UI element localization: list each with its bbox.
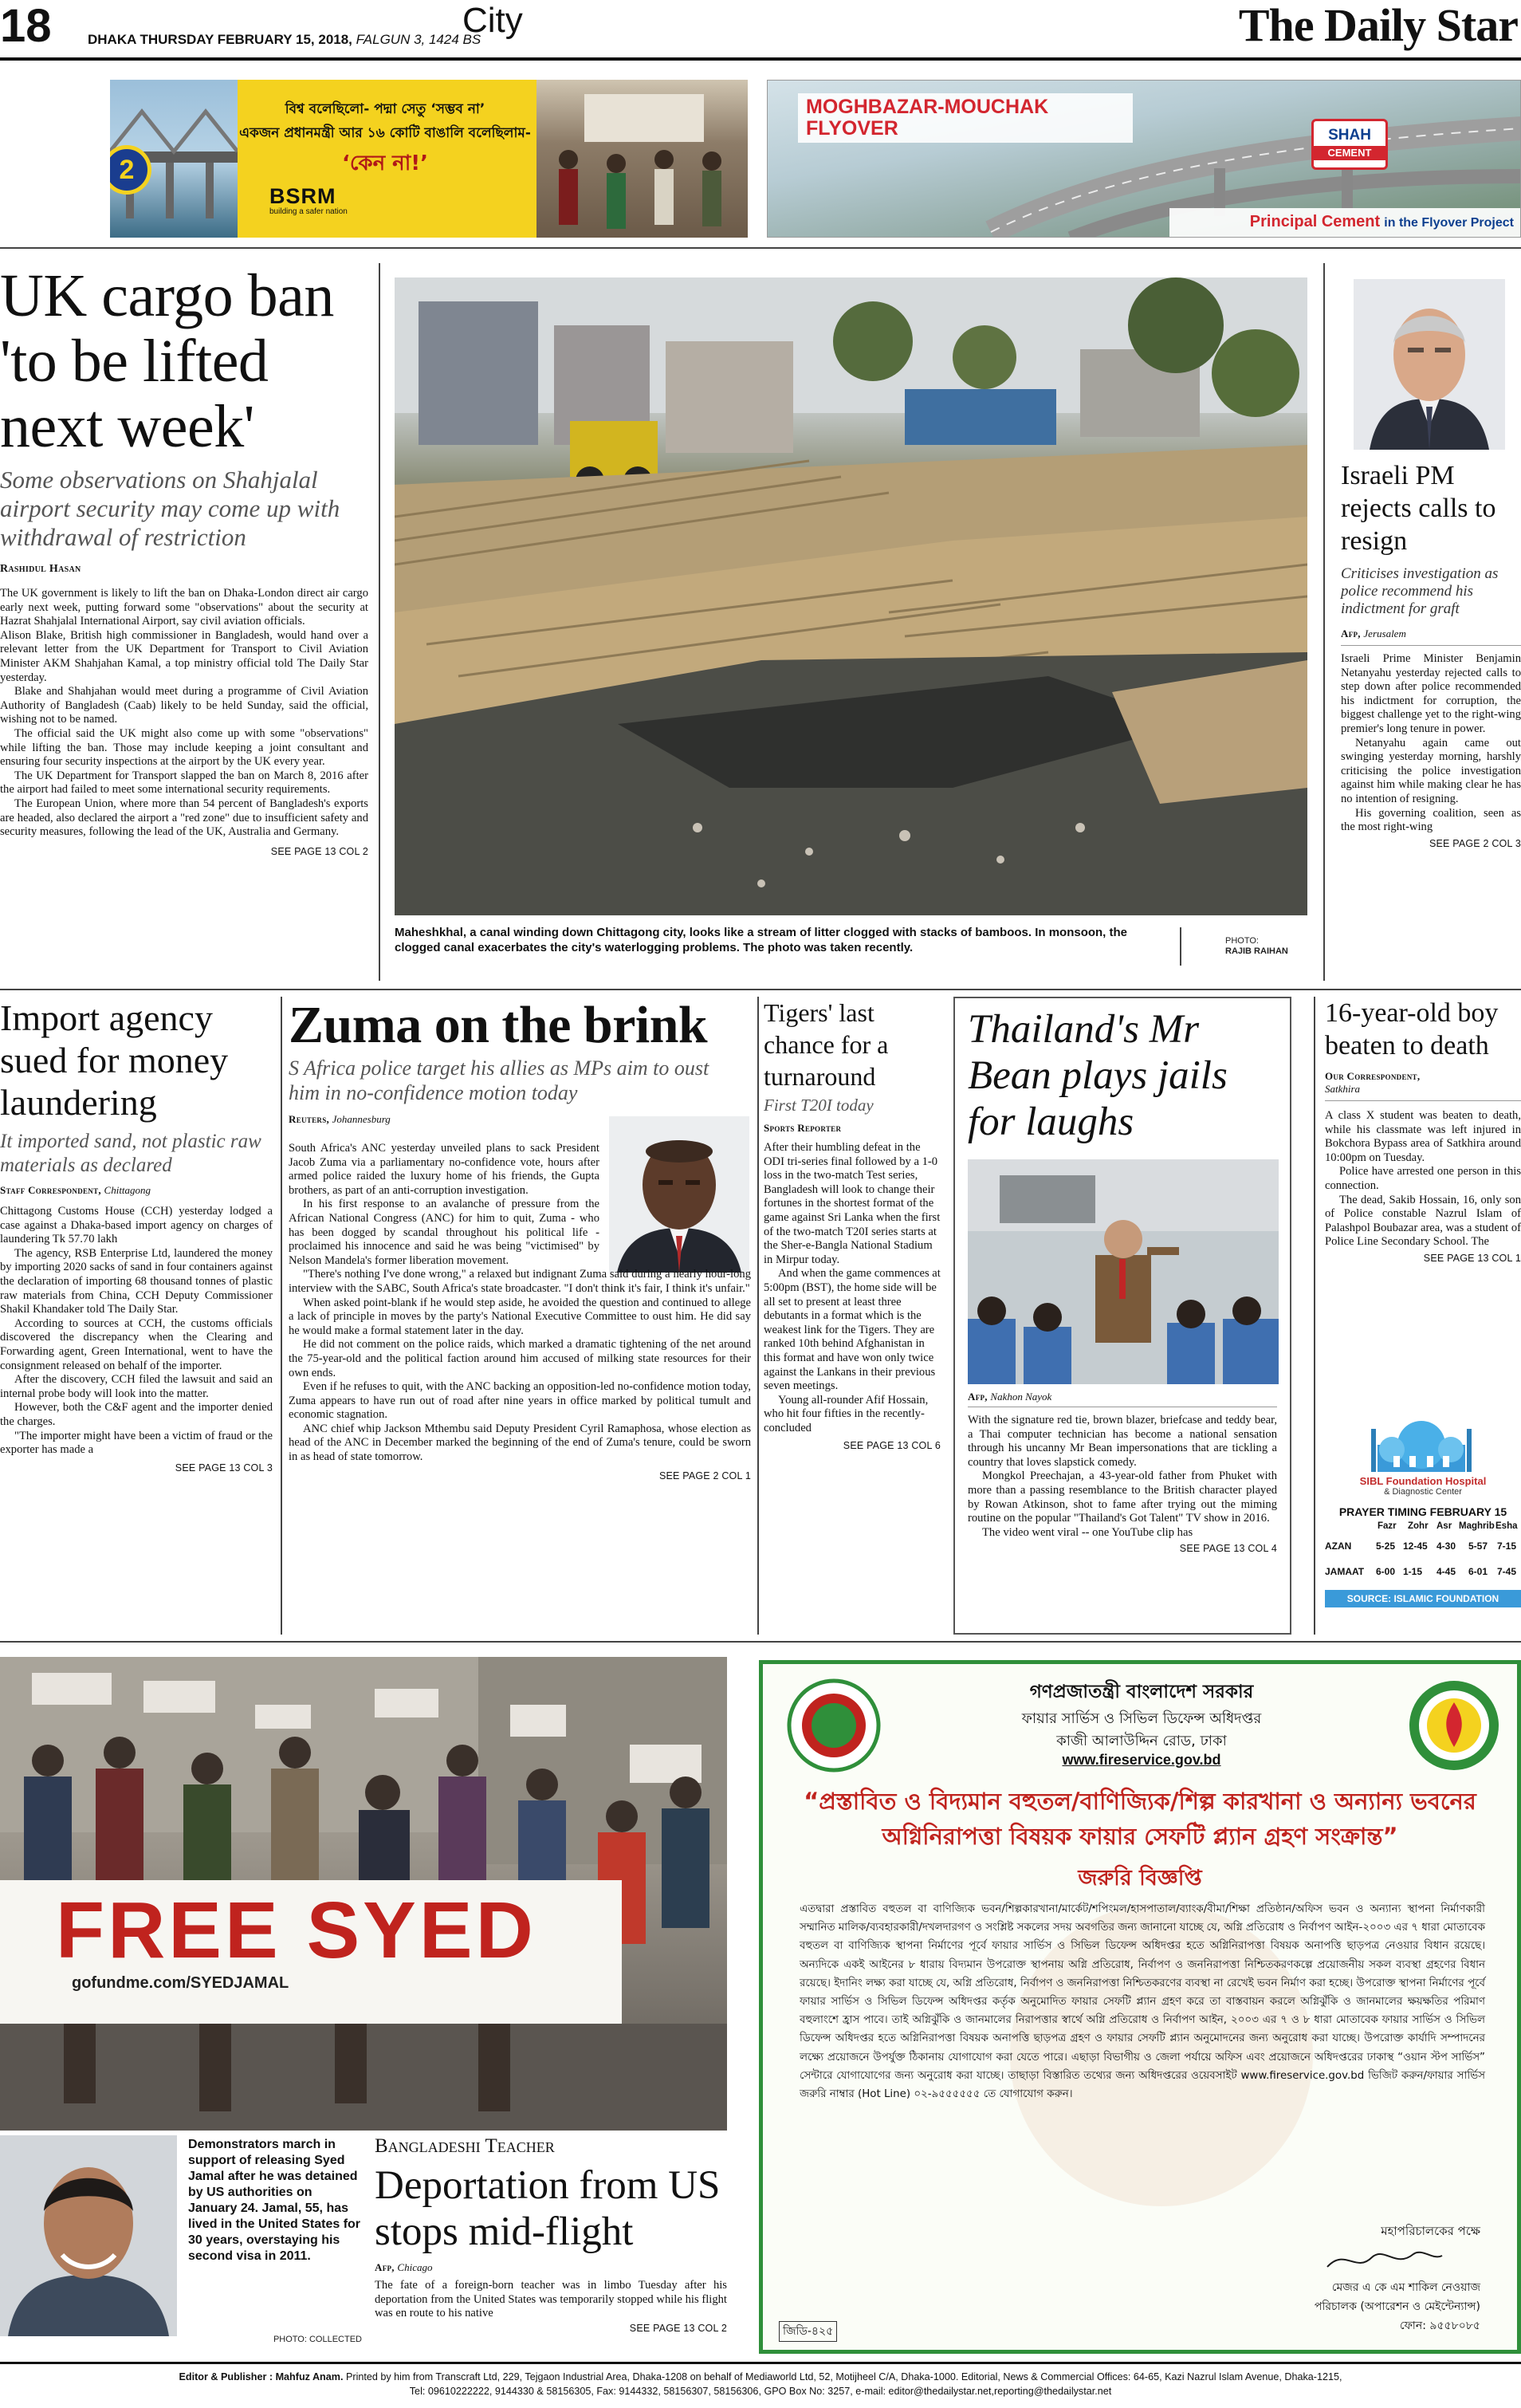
bsrm-ad — [110, 80, 748, 238]
column-rule — [757, 997, 759, 1635]
zuma-byline: Reuters, Johannesburg — [289, 1113, 391, 1125]
prayer-time: 4-30 — [1436, 1540, 1456, 1552]
import-byline: Staff Correspondent, Chittagong — [0, 1184, 151, 1196]
ad-body: এতদ্বারা প্রস্তাবিত বহুতল বা বাণিজ্যিক ভবন/শিল্পকারখানা/মার্কেট/শপিংমল/হাসপাতাল/ব্যাংক/বীমা/শিক্ষা প্রতিষ্ঠান/অফিস ভবন ও অন্যান্য স্থাপনা নির্মাণকারী সম্মানিত মালিক/ব্যবহারকারী/দখলদারগণ ও সংশ্লিষ্ট সকলের সদয় অবগতির জন্য জানানো যাচ্ছে যে, অগ্নি প্রতিরোধ ও নির্বাপণ আইন-২০০৩ এর ৭ ধারা মোতাবেক বহুতল বা বাণিজ্যিক স্থাপনা নির্মাণের পূর্বে ফায়ার সার্ভিস ও সিভিল ডিফেন্স অধিদপ্তর হতে অগ্নিনিরাপত্তা বিষয়ক অনাপত্তি ছাড়পত্র নেওয়ার বিধান রয়েছে। অন্যদিকে একই আইনের ৮ ধারায় বিদ্যমান উপরোক্ত স্থাপনায় অগ্নি প্রতিরোধ, নির্বাপণ ও জননিরাপত্তা নিশ্চিতকরণকল্পে প্রয়োজনীয় সকল ব্যবস্থা গ্রহণের বিধান রয়েছে। ইদানিং লক্ষ্য করা যাচ্ছে যে, অগ্নি প্রতিরোধ, নির্বাপণ ও জননিরাপত্তা নিশ্চিতকরণের ব্যবস্থা না রেখেই ভবন নির্মাণ করা হচ্ছে। উপরোক্ত স্থাপনা নির্মাণের পূর্বে ফায়ার সার্ভিস ও সিভিল ডিফেন্স অধিদপ্তর কর্তৃক অনুমোদিত ফায়ার সেফটি প্ল্যান গ্রহণ করে তা বাস্তবায়ন করলে অগ্নিঝুঁকি ও জানমালের ক্ষয়ক্ষতির পরিমাণ বহুলাংশে হ্রাস পাবে। তাই অগ্নিঝুঁকি ও জানমালের নিরাপত্তার স্বার্থে অগ্নি প্রতিরোধ ও নির্বাপণ আইন, ২০০৩ এর ৭ ও ৮ ধারা মোতাবেক ফায়ার সার্ভিস ও সিভিল ডিফেন্স অধিদপ্তর হতে অগ্নিনিরাপত্তা বিষয়ক অনাপত্তি ছাড়পত্র গ্রহণ ও ফায়ার সেফটি প্ল্যান অনুমোদনের জন্য অনুরোধ করা যাচ্ছে। উপরোক্ত কার্যাদি সম্পাদনের লক্ষ্যে প্রয়োজনে উপর্যুক্ত ঠিকানায় যোগাযোগ করা যেতে পারে। এছাড়া বিভাগীয় ও জেলা পর্যায়ে অফিস এবং প্রয়োজনে অধিদপ্তরের ঢাকাস্থ “ওয়ান স্টপ সার্ভিস” সেন্টারে যোগাযোগের জন্য অনুরোধ করা যাচ্ছে। তাছাড়া বিস্তারিত তথ্যের জন্য অধিদপ্তরের ওয়েবসাইট www.fireservice.gov.bd ভিজিট করুন/ফায়ার সার্ভিস জরুরি নাম্বার (Hot Line) ০২-৯৫৫৫৫৫৫ তে যোগাযোগ করুন। — [800, 1903, 1485, 2101]
paragraph: After the discovery, CCH filed the lawsuit and said an internal probe body will look into the matter. — [0, 1373, 273, 1400]
import-jump: SEE PAGE 13 COL 3 — [175, 1462, 273, 1474]
import-headline: Import agency sued for money laundering — [0, 997, 229, 1123]
paragraph: Even if he refuses to quit, with the ANC backing an opposition-led no-confidence motion today, Zuma appears to have run out of road after nine years in office marked by political tumult and economic stagnation. — [289, 1380, 751, 1422]
masthead-logo: The Daily Star — [1238, 0, 1518, 51]
syed-body — [375, 2279, 727, 2321]
paragraph: Alison Blake, British high commissioner in Bangladesh, would hand over a relevant letter from the UK Department for Transport to Civil Aviation Minister AKM Shahjahan Kamal, a top ministry official told The Daily Star yesterday. — [0, 628, 368, 684]
ceremony-figures — [536, 80, 748, 238]
prayer-col: Asr — [1436, 1521, 1452, 1531]
paragraph: Israeli Prime Minister Benjamin Netanyahu yesterday rejected calls to step down after police recommended his indictment for corruption, the biggest challenge yet to the right-wing premier's long tenure in power. — [1341, 652, 1521, 735]
tigers-byline: Sports Reporter — [764, 1122, 842, 1134]
prayer-time: 5-25 — [1376, 1540, 1396, 1552]
thailand-box — [953, 997, 1291, 1635]
paragraph: The European Union, where more than 54 percent of Bangladesh's exports are headed, also declared the airport a "red zone" due to insufficient safety and security measures, following the lead of the UK, Australia and Germany. — [0, 797, 368, 839]
prayer-time: 5-57 — [1468, 1540, 1488, 1552]
flyover-title-box: MOGHBAZAR-MOUCHAK FLYOVER — [798, 93, 1133, 143]
paragraph: The video went viral -- one YouTube clip has — [982, 1525, 1193, 1539]
import-story — [0, 997, 273, 1635]
zuma-dek: S Africa police target his allies as MPs aim to oust him in no-confidence motion today — [289, 1056, 709, 1104]
bsrm-line2: একজন প্রধানমন্ত্রী আর ১৬ কোটি বাঙালি বলেছিলাম- — [239, 125, 531, 141]
footer-rule — [0, 2362, 1521, 2364]
boy-body — [1325, 1109, 1521, 1249]
syed-kicker: Bangladeshi Teacher — [375, 2135, 555, 2157]
ad-signatory: মেজর এ কে এম শাকিল নেওয়াজ — [1331, 2281, 1480, 2294]
prayer-time: 6-00 — [1376, 1566, 1396, 1577]
canal-photo — [395, 277, 1307, 915]
prayer-title: PRAYER TIMING FEBRUARY 15 — [1338, 1505, 1507, 1518]
cargo-body — [0, 587, 368, 840]
column-rule — [281, 997, 282, 1635]
paragraph: Young all-rounder Afif Hossain, who hit four fifties in the recently-concluded — [764, 1393, 929, 1434]
tigers-story — [764, 997, 941, 1635]
prayer-row-label: AZAN — [1325, 1540, 1352, 1552]
paragraph: Police have arrested one person in this connection. — [1325, 1165, 1521, 1192]
paragraph: With the signature red tie, brown blazer, briefcase and teddy bear, a Thai computer technician has become a national sensation through his uncanny Mr Bean impersonations that are tickling a country that loves slapstick comedy. — [968, 1414, 1277, 1469]
ad-phone: ফোন: ৯৫৫৮০৮৫ — [1399, 2319, 1480, 2332]
paragraph: Blake and Shahjahan would meet during a programme of Civil Aviation Authority of Bangladesh (Caab) likely to be held Sunday, said the official, wishing not to be named. — [0, 685, 368, 726]
ad-header3: কাজী আলাউদ্দিন রোড, ঢাকা — [1056, 1733, 1227, 1749]
sibl-logo: SIBL Foundation Hospital & Diagnostic Center — [1359, 1475, 1487, 1497]
footer-imprint — [0, 2370, 1521, 2398]
paragraph: The UK government is likely to lift the ban on Dhaka-London direct air cargo early next week, putting forward some "observations" about the security at Hazrat Shahjalal International Airport, say civil aviation officials. — [0, 587, 368, 628]
fire-service-ad — [759, 1660, 1521, 2354]
thailand-body — [968, 1414, 1277, 1540]
boy-byline: Our Correspondent, Satkhira — [1325, 1070, 1421, 1095]
bsrm-badge: 2 — [110, 145, 151, 195]
caption-rule — [1180, 927, 1181, 966]
ceremony-photo — [536, 80, 748, 238]
paragraph: However, both the C&F agent and the importer denied the charges. — [0, 1401, 273, 1428]
prayer-row — [1325, 1540, 1521, 1555]
prayer-box — [1325, 1413, 1521, 1632]
paragraph: Mongkol Preechajan, a 43-year-old father from Phuket with more than a passing resemblance to the British character played by Rowan Atkinson, shot to fame after trying out the miming routine on the popular "Thailand's Got Talent" TV show in 2016. — [968, 1470, 1277, 1525]
paragraph: His governing coalition, seen as the most right-wing — [1341, 806, 1521, 834]
boy-jump: SEE PAGE 13 COL 1 — [1423, 1252, 1521, 1264]
shah-cement-logo: SHAH CEMENT — [1311, 119, 1388, 170]
thailand-byline: Afp, Nakhon Nayok — [968, 1391, 1052, 1403]
israel-story — [1341, 459, 1521, 978]
zuma-body — [289, 1142, 751, 1483]
prayer-time: 1-15 — [1403, 1566, 1423, 1577]
boy-headline: 16-year-old boy beaten to death — [1325, 998, 1499, 1060]
flyover-ad — [767, 80, 1521, 238]
prayer-col: Maghrib — [1459, 1521, 1495, 1531]
free-syed-banner: FREE SYED gofundme.com/SYEDJAMAL — [56, 1886, 536, 1992]
mrbean-photo — [968, 1159, 1279, 1384]
syed-story — [375, 2135, 727, 2343]
paragraph: South Africa's ANC yesterday unveiled plans to sack President Jacob Zuma via a parliamentary no-confidence vote, hours after armed police raided the luxury home of his friends, the Gupta brothers, as part of an anti-corruption investigation. — [289, 1142, 599, 1197]
prayer-columns — [1325, 1521, 1521, 1534]
bsrm-line3: ‘কেন না!’ — [342, 151, 428, 175]
zuma-jump: SEE PAGE 2 COL 1 — [658, 1470, 751, 1481]
cargo-story — [0, 263, 368, 977]
paragraph: Chittagong Customs House (CCH) yesterday lodged a case against a Dhaka-based import agency on charges of laundering Tk 57.70 lakh — [0, 1205, 273, 1246]
israel-byline: Afp, Jerusalem — [1341, 628, 1406, 639]
ad-notice: জরুরি বিজ্ঞপ্তি — [1078, 1866, 1202, 1891]
prayer-col: Fazr — [1378, 1521, 1397, 1531]
syed-photo — [0, 2135, 177, 2336]
prayer-time: 6-01 — [1468, 1566, 1488, 1577]
prayer-time: 12-45 — [1403, 1540, 1428, 1552]
thailand-headline: Thailand's Mr Bean plays jails for laughs — [968, 1007, 1228, 1144]
mrbean-scene — [968, 1159, 1279, 1384]
footer-line1: Editor & Publisher : Mahfuz Anam. Printed by him from Transcraft Ltd, 229, Tejgaon Industrial Area, Dhaka-1208 on behalf of Mediaworld Ltd, 52, Motijheel C/A, Dhaka-1000. Editorial, News & Commercial Offices: 64-65, Kazi Nazrul Islam Avenue, Dhaka-1215, — [179, 2371, 1342, 2382]
ads-divider — [0, 247, 1521, 249]
syed-jump: SEE PAGE 13 COL 2 — [629, 2322, 727, 2334]
import-dek: It imported sand, not plastic raw materials as declared — [0, 1131, 261, 1176]
paragraph: In his first response to an avalanche of pressure from the African National Congress (ANC) for him to quit, Zuma - who has been dogged by scandal throughout his political life - proclaimed his innocence and said he was being "victimised" by Nelson Mandela's former liberation movement. — [289, 1198, 599, 1267]
prayer-row — [1325, 1566, 1521, 1580]
netanyahu-photo — [1354, 279, 1505, 450]
prayer-row-label: JAMAAT — [1325, 1566, 1365, 1577]
page-number: 18 — [0, 0, 52, 52]
ad-website: www.fireservice.gov.bd — [1062, 1752, 1221, 1768]
syed-caption: Demonstrators march in support of releasing Syed Jamal after he was detained by US authorities on January 24. Jamal, 55, has lived in the United States for 30 years, overstaying his second visa in 2011. — [188, 2138, 361, 2263]
byline-rule — [1341, 645, 1521, 646]
signature-icon — [1321, 2245, 1448, 2276]
ad-header1: গণপ্রজাতন্ত্রী বাংলাদেশ সরকার — [1029, 1682, 1254, 1702]
prayer-time: 4-45 — [1436, 1566, 1456, 1577]
israel-jump: SEE PAGE 2 COL 3 — [1429, 837, 1521, 849]
prayer-time: 7-45 — [1497, 1566, 1517, 1577]
boy-story — [1325, 997, 1521, 1411]
canal-caption: Maheshkhal, a canal winding down Chittagong city, looks like a stream of litter clogged with stacks of bamboos. In monsoon, the clogged canal exacerbates the city's waterlogging problems. The photo was taken recently. — [395, 926, 1128, 954]
prayer-source: SOURCE: ISLAMIC FOUNDATION — [1325, 1590, 1521, 1607]
syed-credit: PHOTO: COLLECTED — [273, 2335, 362, 2344]
cargo-jump: SEE PAGE 13 COL 2 — [270, 845, 368, 857]
paragraph: The agency, RSB Enterprise Ltd, laundered the money by importing 2020 sacks of sand in four containers against the declaration of importing 68 thousand tonnes of plastic raw materials from China, CCH Deputy Commissioner Shakil Khandaker told The Daily Star. — [0, 1246, 273, 1316]
tigers-headline: Tigers' last chance for a turnaround — [764, 998, 889, 1091]
ad-code: জিডি-৪২৫ — [779, 2321, 837, 2342]
paragraph: "The importer might have been a victim of fraud or the exporter has made a — [0, 1429, 273, 1457]
row-divider — [0, 989, 1521, 990]
paragraph: He did not comment on the police raids, which marked a dramatic tightening of the net around the 75-year-old and the political faction around him accused of milking state resources for their own ends. — [289, 1338, 751, 1379]
paragraph: And when the game commences at 5:00pm (BST), the home side will be all set to present at least three debutants in a format which is the weakest link for the Tigers. They are ranked 10th behind Afghanistan in this format and have won only twice against the Lankans in their previous seven meetings. — [764, 1267, 941, 1393]
israel-headline: Israeli PM rejects calls to resign — [1341, 461, 1496, 556]
cargo-dek: Some observations on Shahjalal airport security may come up with withdrawal of restriction — [0, 466, 340, 551]
paragraph: The UK Department for Transport slapped the ban on March 8, 2016 after the airport had failed to meet some international security requirements. — [0, 769, 368, 797]
govt-seal-icon — [787, 1678, 881, 1773]
dateline: DHAKA THURSDAY FEBRUARY 15, 2018, FALGUN 3, 1424 BS — [88, 32, 481, 47]
ad-on-behalf: মহাপরিচালকের পক্ষে — [1381, 2224, 1480, 2238]
row-divider — [0, 1641, 1521, 1643]
fire-service-logo-icon — [1407, 1678, 1501, 1773]
header-rule — [0, 57, 1521, 61]
ad-title: “প্রস্তাবিত ও বিদ্যমান বহুতল/বাণিজ্যিক/শিল্প কারখানা ও অন্যান্য ভবনের অগ্নিনিরাপত্তা বিষয়ক ফায়ার সেফটি প্ল্যান গ্রহণ সংক্রান্ত” — [804, 1788, 1476, 1850]
paragraph: After their humbling defeat in the ODI tri-series final followed by a 1-0 loss in the two-match Test series, Bangladesh will look to change their fortunes in the shortest format of the game against Sri Lanka when the first of the two-match T20I series starts at the Sher-e-Bangla National Stadium in Mirpur today. — [764, 1141, 941, 1266]
page-header — [0, 0, 1521, 72]
import-body — [0, 1205, 273, 1458]
israel-body — [1341, 652, 1521, 835]
paragraph: Netanyahu again came out swinging yesterday morning, harshly criticising the police investigation against him while making clear he has no intention of resigning. — [1341, 736, 1521, 805]
section-name: City — [462, 1, 523, 40]
column-rule — [379, 263, 380, 981]
syed-portrait — [0, 2135, 177, 2336]
canal-credit: PHOTO: RAJIB RAIHAN — [1225, 936, 1288, 956]
paragraph: ANC chief whip Jackson Mthembu said Deputy President Cyril Ramaphosa, whose election as head of the ANC in December marked the beginning of the end of Zuma's tenure, could be sworn in as head of state tomorrow. — [289, 1422, 751, 1464]
bsrm-line1: বিশ্ব বলেছিলো- পদ্মা সেতু ‘সম্ভব না’ — [285, 101, 485, 117]
paragraph: The dead, Sakib Hossain, 16, only son of Police constable Nazrul Islam of Palashpol Boubazar area, was a student of Police Line Secondary School. The — [1325, 1193, 1521, 1249]
israel-dek: Criticises investigation as police recommend his indictment for graft — [1341, 565, 1499, 617]
byline-rule — [1325, 1100, 1521, 1101]
cargo-headline: UK cargo ban 'to be lifted next week' — [0, 262, 334, 460]
prayer-col: Esha — [1495, 1521, 1518, 1531]
netanyahu-portrait — [1354, 279, 1505, 450]
syed-byline: Afp, Chicago — [375, 2261, 433, 2273]
paragraph: According to sources at CCH, the customs officials discovered the discrepancy when the Clearing and Forwarding agent, Green International, went to have the consignment released on behalf of the importer. — [0, 1316, 273, 1372]
tigers-dek: First T20I today — [764, 1096, 874, 1115]
ad-header2: ফায়ার সার্ভিস ও সিভিল ডিফেন্স অধিদপ্তর — [1021, 1710, 1262, 1727]
paragraph: The fate of a foreign-born teacher was in limbo Tuesday after his deportation from the United States was temporarily stopped while his flight was en route to his native — [375, 2279, 727, 2320]
column-rule — [1323, 263, 1325, 981]
paragraph: "There's nothing I've done wrong," a relaxed but indignant Zuma said during a nearly hour-long interview with the SABC, South Africa's state broadcaster. "I don't think it's fair, I think it's unfair." — [289, 1268, 751, 1295]
syed-headline: Deportation from US stops mid-flight — [375, 2163, 721, 2254]
paragraph: The official said the UK might also come up with some "observations" while lifting the ban. Those may include keeping a joint consultant and ensuring four security inspections at the airport by the UK every year. — [0, 726, 368, 769]
protest-photo — [0, 1657, 727, 2131]
ad-designation: পরিচালক (অপারেশন ও মেইন্টেন্যান্স) — [1314, 2300, 1480, 2313]
cargo-byline: Rashidul Hasan — [0, 563, 81, 575]
canal-scene — [395, 277, 1307, 915]
column-rule — [1314, 997, 1315, 1635]
footer-line2: Tel: 09610222222, 9144330 & 58156305, Fax: 9144332, 58156307, 58156306, GPO Box No: 3257, e-mail: editor@thedailystar.net,reporting@thedailystar.net — [409, 2386, 1112, 2397]
bsrm-logo: BSRM building a safer nation — [269, 184, 348, 216]
paragraph: A class X student was beaten to death, while his classmate was left injured in Bokchora Bypass area of Satkhira around 10:00pm on Tuesday. — [1325, 1109, 1521, 1164]
zuma-headline: Zuma on the brink — [289, 996, 708, 1054]
tigers-body — [764, 1141, 941, 1435]
paragraph: When asked point-blank if he would step aside, he avoided the question and continued to allege a lack of principle in moves by the party's National Executive Committee to oust him. He did say he would make a formal statement later in the day. — [289, 1296, 751, 1337]
prayer-time: 7-15 — [1497, 1540, 1517, 1552]
prayer-col: Zohr — [1408, 1521, 1429, 1531]
flyover-caption: Principal Cement in the Flyover Project — [1169, 208, 1520, 237]
tigers-jump: SEE PAGE 13 COL 6 — [843, 1440, 941, 1452]
zuma-story — [289, 997, 751, 1635]
mosque-icon — [1370, 1413, 1473, 1472]
thailand-jump: SEE PAGE 13 COL 4 — [1179, 1543, 1277, 1555]
